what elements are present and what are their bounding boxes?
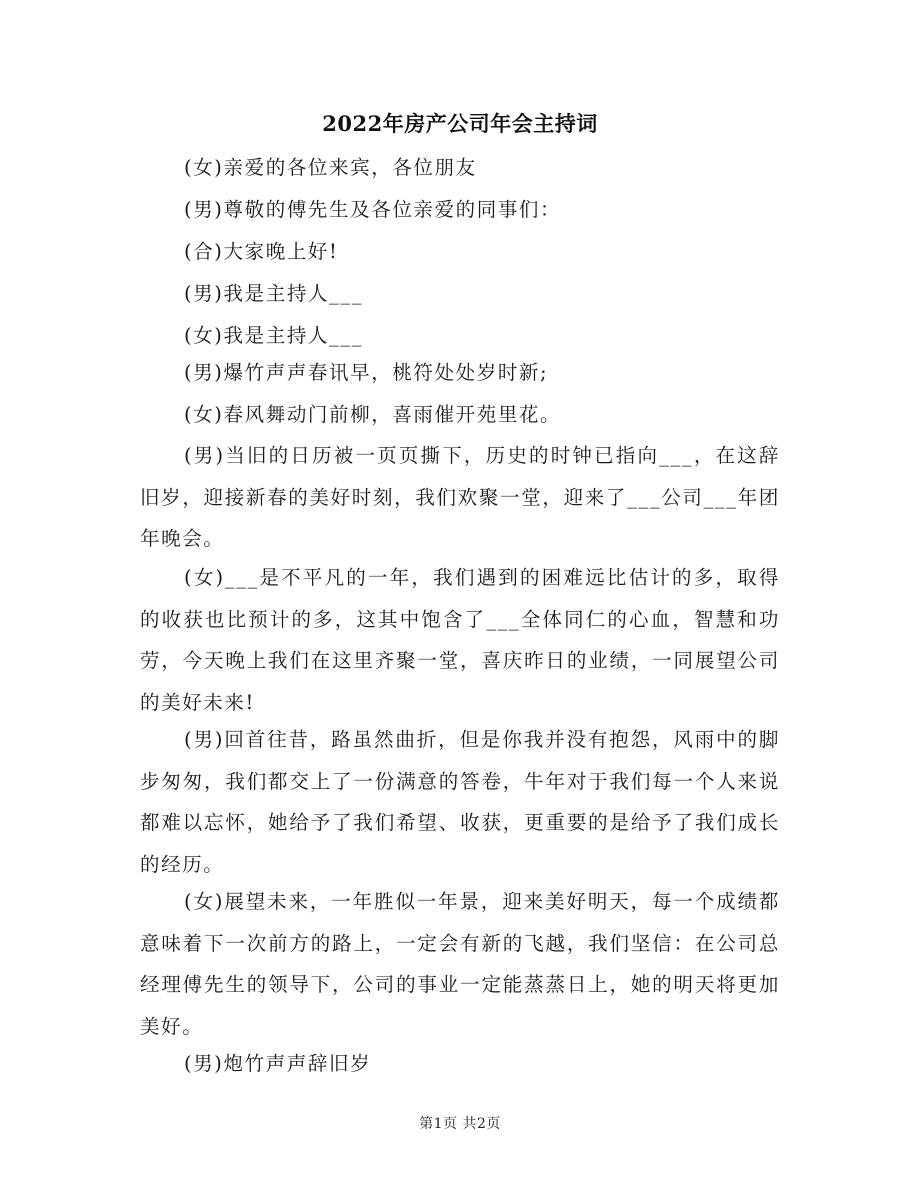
paragraph-7: (女)春风舞动门前柳，喜雨催开苑里花。 [184, 403, 562, 426]
document-title: 2022年房产公司年会主持词 [322, 111, 598, 136]
paragraph-10: (男)回首往昔，路虽然曲折，但是你我并没有抱怨，风雨中的脚步匆匆，我们都交上了一份满意的答卷，牛年对于我们每一个人来说都难以忘怀，她给予了我们希望、收获，更重要的是给予了我们成长的经历。 [140, 728, 780, 876]
paragraph-1: (女)亲爱的各位来宾，各位朋友 [184, 156, 477, 179]
paragraph-2: (男)尊敬的傅先生及各位亲爱的同事们： [184, 198, 562, 221]
paragraph-4: (男)我是主持人___ [184, 282, 364, 305]
paragraph-11: (女)展望未来，一年胜似一年景，迎来美好明天，每一个成绩都意味着下一次前方的路上，一定会有新的飞越，我们坚信：在公司总经理傅先生的领导下，公司的事业一定能蒸蒸日上，她的明天将更加美好。 [140, 890, 780, 1038]
paragraph-3: (合)大家晚上好! [184, 240, 339, 263]
paragraph-9: (女)___是不平凡的一年，我们遇到的困难远比估计的多，取得的收获也比预计的多，这其中饱含了___全体同仁的心血，智慧和功劳，今天晚上我们在这里齐聚一堂，喜庆昨日的业绩，一同展望公司的美好未来! [140, 566, 780, 714]
paragraph-8: (男)当旧的日历被一页页撕下，历史的时钟已指向___，在这辞旧岁，迎接新春的美好时刻，我们欢聚一堂，迎来了___公司___年团年晚会。 [140, 444, 780, 550]
paragraph-6: (男)爆竹声声春讯早，桃符处处岁时新; [184, 361, 549, 384]
paragraph-12: (男)炮竹声声辞旧岁 [184, 1052, 372, 1075]
page-number-footer: 第1页 共2页 [419, 1116, 501, 1132]
paragraph-5: (女)我是主持人___ [184, 324, 364, 347]
